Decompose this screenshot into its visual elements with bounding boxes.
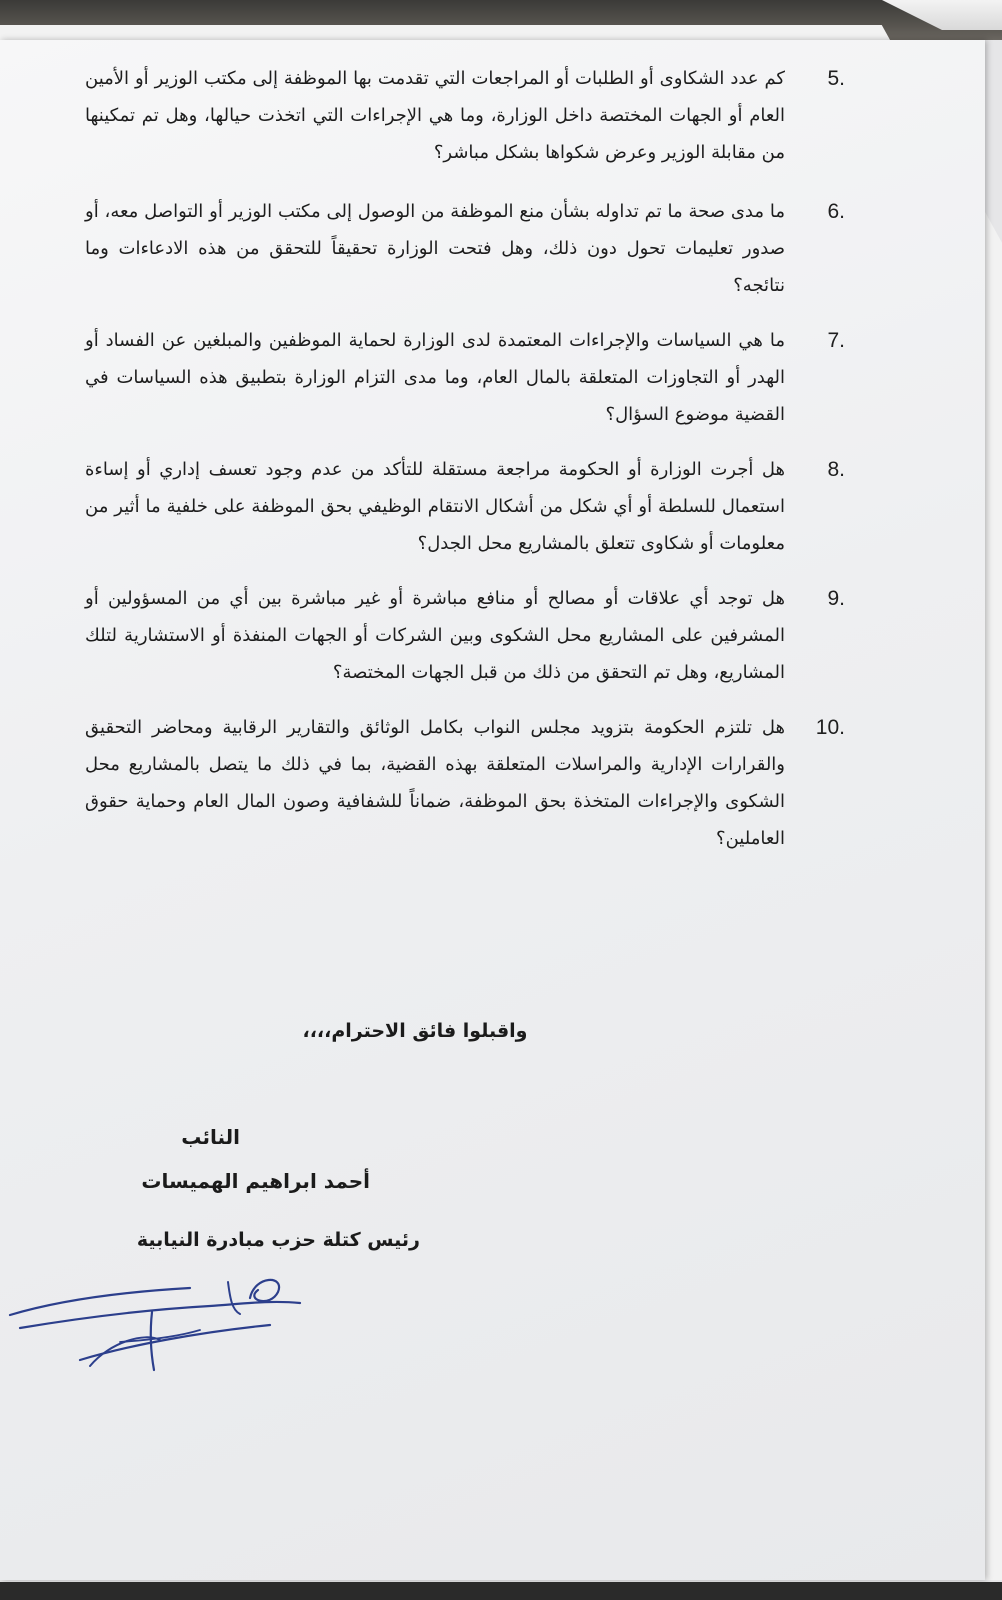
question-number: 10. — [815, 716, 845, 739]
question-number: 9. — [827, 587, 845, 610]
question-text: هل أجرت الوزارة أو الحكومة مراجعة مستقلة للتأكد من عدم وجود تعسف إداري أو إساءة استعمال للسلطة أو أي شكل من أشكال الانتقام الوظيفي بحق الموظفة على خلفية ما أثير من معلومات أو شكاوى تتعلق بالمشاريع محل الجدل؟ — [85, 459, 785, 554]
question-item-7 — [85, 322, 845, 433]
question-item-5 — [85, 60, 845, 171]
question-number: 7. — [827, 329, 845, 352]
photo-background-bottom — [0, 1582, 1002, 1600]
question-text: ما مدى صحة ما تم تداوله بشأن منع الموظفة من الوصول إلى مكتب الوزير أو التواصل معه، أو صدور تعليمات تحول دون ذلك، وهل فتحت الوزارة تحقيقاً للتحقق من هذه الادعاءات وما نتائجه؟ — [85, 201, 785, 296]
question-number: 6. — [827, 200, 845, 223]
question-text: هل تلتزم الحكومة بتزويد مجلس النواب بكامل الوثائق والتقارير الرقابية ومحاضر التحقيق والقرارات الإدارية والمراسلات المتعلقة بهذه القضية، بما في ذلك ما يتصل بالمشاريع محل الشكوى والإجراءات المتخذة بحق الموظفة، ضماناً للشفافية وصون المال العام وحماية حقوق العاملين؟ — [85, 717, 785, 849]
question-text: كم عدد الشكاوى أو الطلبات أو المراجعات التي تقدمت بها الموظفة إلى مكتب الوزير أو الأمين العام أو الجهات المختصة داخل الوزارة، وما هي الإجراءات التي اتخذت حيالها، وهل تم تمكينها من مقابلة الوزير وعرض شكواها بشكل مباشر؟ — [85, 68, 785, 163]
closing-salutation: واقبلوا فائق الاحترام،،،، — [302, 1020, 528, 1042]
signatory-title: النائب — [181, 1125, 240, 1149]
signatory-role: رئيس كتلة حزب مبادرة النيابية — [136, 1229, 420, 1251]
question-item-9 — [85, 580, 845, 691]
question-number: 8. — [827, 458, 845, 481]
signatory-name: أحمد ابراهيم الهميسات — [141, 1169, 370, 1193]
question-item-8 — [85, 451, 845, 562]
question-list — [85, 60, 845, 875]
question-item-10 — [85, 709, 845, 857]
question-text: هل توجد أي علاقات أو مصالح أو منافع مباشرة أو غير مباشرة بين أي من المسؤولين أو المشرفين على المشاريع محل الشكوى وبين الشركات أو الجهات المنفذة أو الاستشارية لتلك المشاريع، وهل تم التحقق من ذلك من قبل الجهات المختصة؟ — [85, 588, 785, 683]
question-text: ما هي السياسات والإجراءات المعتمدة لدى الوزارة لحماية الموظفين والمبلغين عن الفساد أو الهدر أو التجاوزات المتعلقة بالمال العام، وما مدى التزام الوزارة بتطبيق هذه السياسات في القضية موضوع السؤال؟ — [85, 330, 785, 425]
question-number: 5. — [827, 67, 845, 90]
handwritten-signature — [0, 1270, 320, 1380]
question-item-6 — [85, 193, 845, 304]
